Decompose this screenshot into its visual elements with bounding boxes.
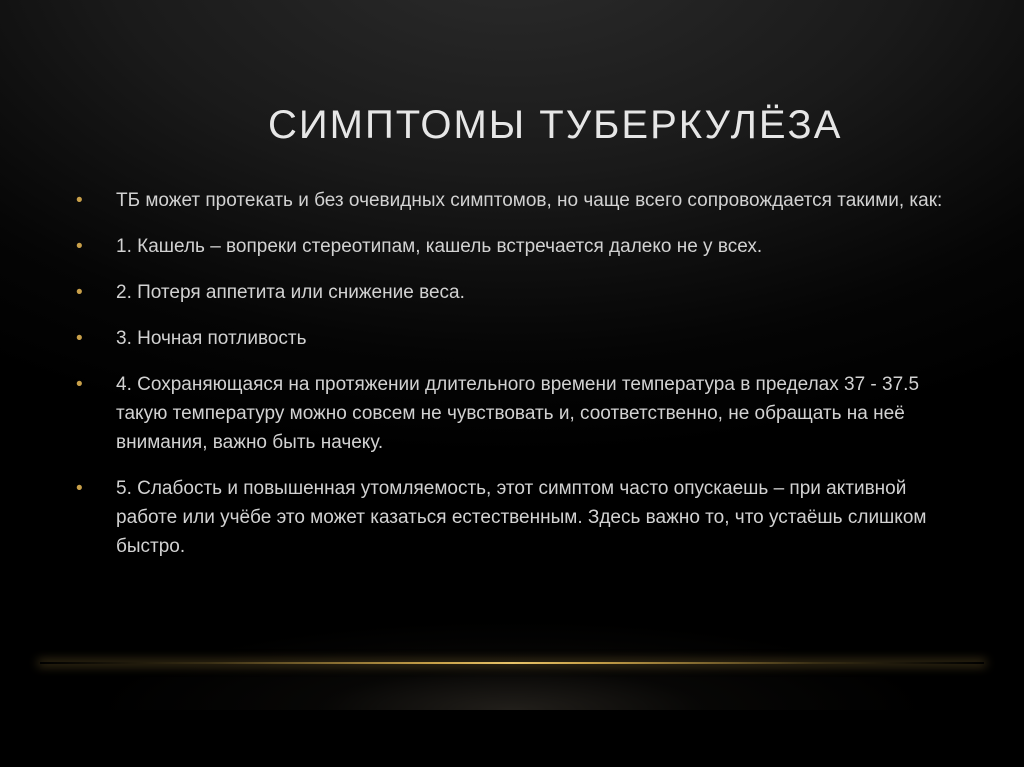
- bullet-text: 3. Ночная потливость: [116, 328, 307, 349]
- slide-title: СИМПТОМЫ ТУБЕРКУЛЁЗА: [268, 103, 843, 147]
- bullet-item-appetite: [76, 278, 956, 307]
- bullet-list: [76, 186, 956, 578]
- bullet-text: 4. Сохраняющаяся на протяжении длительного времени температура в пределах 37 - 37.5 такую температуру можно совсем не чувствовать и, соответственно, не обращать на неё внимания, важно быть начеку.: [116, 374, 920, 453]
- bullet-text: 1. Кашель – вопреки стереотипам, кашель встречается далеко не у всех.: [116, 236, 763, 257]
- bullet-icon: •: [76, 236, 83, 257]
- horizon-line: [40, 662, 984, 664]
- bullet-icon: •: [76, 478, 83, 499]
- bullet-item-intro: [76, 186, 956, 215]
- bullet-item-fatigue: [76, 474, 956, 561]
- bullet-icon: •: [76, 328, 83, 349]
- bullet-icon: •: [76, 374, 83, 395]
- bullet-text: ТБ может протекать и без очевидных симптомов, но чаще всего сопровождается такими, как:: [116, 190, 943, 211]
- bottom-glow: [0, 560, 1024, 710]
- bullet-icon: •: [76, 282, 83, 303]
- bullet-icon: •: [76, 190, 83, 211]
- bullet-item-temperature: [76, 370, 956, 457]
- bullet-item-sweating: [76, 324, 956, 353]
- bullet-text: 2. Потеря аппетита или снижение веса.: [116, 282, 465, 303]
- bullet-text: 5. Слабость и повышенная утомляемость, этот симптом часто опускаешь – при активной работе или учёбе это может казаться естественным. Здесь важно то, что устаёшь слишком быстро.: [116, 478, 927, 557]
- bullet-item-cough: [76, 232, 956, 261]
